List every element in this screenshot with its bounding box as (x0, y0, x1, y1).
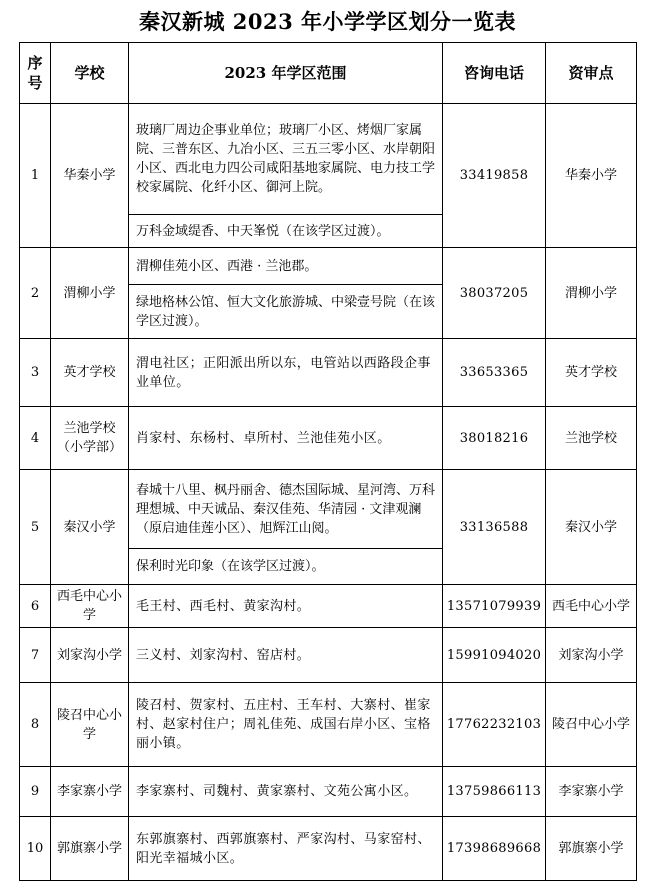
table-row (20, 683, 637, 767)
consult-phone: 33653365 (443, 339, 546, 407)
district-area-cell (129, 407, 443, 470)
review-point: 英才学校 (546, 339, 637, 407)
district-area-cell (129, 585, 443, 628)
header-review: 资审点 (546, 43, 637, 104)
consult-phone: 38018216 (443, 407, 546, 470)
district-area: 毛王村、西毛村、黄家沟村。 (136, 598, 311, 614)
review-point: 郭旗寨小学 (546, 817, 637, 881)
row-number: 3 (20, 339, 51, 407)
school-name: 渭柳小学 (51, 248, 129, 339)
district-area: 肖家村、东杨村、卓所村、兰池佳苑小区。 (136, 430, 391, 446)
district-area-cell (129, 104, 443, 248)
table-row (20, 339, 637, 407)
header-row (20, 43, 637, 104)
school-name: 刘家沟小学 (51, 628, 129, 683)
row-number: 4 (20, 407, 51, 470)
school-name: 郭旗寨小学 (51, 817, 129, 881)
review-point: 华秦小学 (546, 104, 637, 248)
row-number: 6 (20, 585, 51, 628)
header-no: 序号 (20, 43, 51, 104)
district-area: 春城十八里、枫丹丽舍、德杰国际城、星河湾、万科理想城、中天诚品、秦汉佳苑、华清园 · 文津观澜（原启迪佳莲小区）、旭辉江山阅。 (136, 482, 436, 536)
consult-phone: 33419858 (443, 104, 546, 248)
review-point: 兰池学校 (546, 407, 637, 470)
district-area: 三义村、刘家沟村、窑店村。 (136, 647, 311, 663)
table-row (20, 628, 637, 683)
district-area: 万科金域缇香、中天峯悦（在该学区过渡）。 (129, 214, 442, 247)
school-name: 华秦小学 (51, 104, 129, 248)
table-row (20, 585, 637, 628)
district-area-cell (129, 339, 443, 407)
district-area: 保利时光印象（在该学区过渡）。 (129, 548, 442, 584)
header-phone: 咨询电话 (443, 43, 546, 104)
school-district-table (19, 42, 637, 881)
row-number: 9 (20, 767, 51, 817)
review-point: 陵召中心小学 (546, 683, 637, 767)
school-name: 英才学校 (51, 339, 129, 407)
header-school: 学校 (51, 43, 129, 104)
consult-phone: 38037205 (443, 248, 546, 339)
consult-phone: 17762232103 (443, 683, 546, 767)
row-number: 8 (20, 683, 51, 767)
table-row (20, 407, 637, 470)
review-point: 刘家沟小学 (546, 628, 637, 683)
district-area: 玻璃厂周边企事业单位；玻璃厂小区、烤烟厂家属院、三普东区、九冶小区、三五三零小区、水岸朝阳小区、西北电力四公司咸阳基地家属院、电力技工学校家属院、化纤小区、御河上院。 (136, 123, 436, 195)
district-area: 陵召村、贺家村、五庄村、王车村、大寨村、崔家村、赵家村住户；周礼佳苑、成国右岸小区、宝格丽小镇。 (136, 698, 431, 751)
district-area: 李家寨村、司魏村、黄家寨村、文苑公寓小区。 (136, 784, 418, 799)
consult-phone: 17398689668 (443, 817, 546, 881)
district-area-cell (129, 817, 443, 881)
school-name: 秦汉小学 (51, 470, 129, 585)
row-number: 5 (20, 470, 51, 585)
review-point: 西毛中心小学 (546, 585, 637, 628)
district-area-cell (129, 767, 443, 817)
consult-phone: 33136588 (443, 470, 546, 585)
district-area-cell (129, 470, 443, 585)
review-point: 渭柳小学 (546, 248, 637, 339)
school-name: 陵召中心小学 (51, 683, 129, 767)
table-row (20, 248, 637, 339)
table-row (20, 767, 637, 817)
district-area-cell (129, 628, 443, 683)
district-area: 东郭旗寨村、西郭旗寨村、严家沟村、马家窑村、阳光幸福城小区。 (136, 831, 431, 866)
school-name: 兰池学校（小学部） (51, 407, 129, 470)
row-number: 2 (20, 248, 51, 339)
consult-phone: 13571079939 (443, 585, 546, 628)
row-number: 1 (20, 104, 51, 248)
consult-phone: 15991094020 (443, 628, 546, 683)
district-area: 渭电社区；正阳派出所以东，电管站以西路段企事业单位。 (136, 355, 431, 390)
district-area-cell (129, 248, 443, 339)
table-row (20, 470, 637, 585)
table-row (20, 104, 637, 248)
header-area: 2023 年学区范围 (129, 43, 443, 104)
review-point: 秦汉小学 (546, 470, 637, 585)
row-number: 10 (20, 817, 51, 881)
row-number: 7 (20, 628, 51, 683)
school-name: 西毛中心小学 (51, 585, 129, 628)
district-area: 渭柳佳苑小区、西港 · 兰池郡。 (136, 258, 318, 274)
school-name: 李家寨小学 (51, 767, 129, 817)
page-title: 秦汉新城 2023 年小学学区划分一览表 (138, 9, 517, 34)
review-point: 李家寨小学 (546, 767, 637, 817)
table-row (20, 817, 637, 881)
district-area: 绿地格林公馆、恒大文化旅游城、中梁壹号院（在该学区过渡）。 (129, 284, 442, 338)
district-area-cell (129, 683, 443, 767)
consult-phone: 13759866113 (443, 767, 546, 817)
